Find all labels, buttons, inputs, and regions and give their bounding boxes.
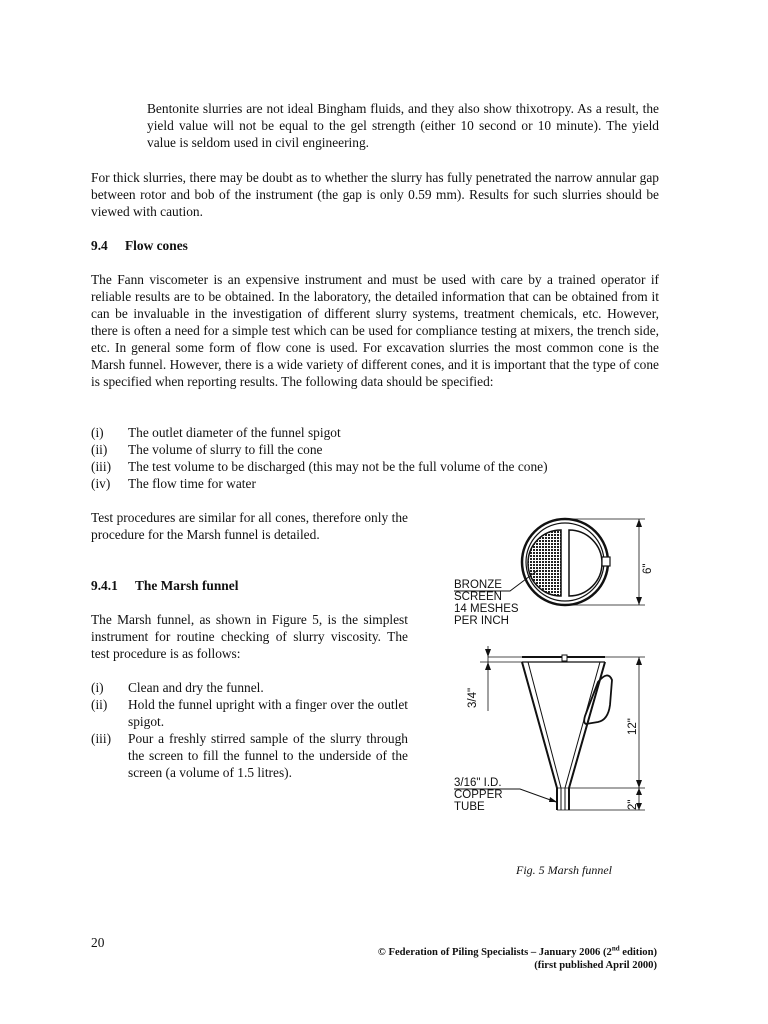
footer-line-1 [378, 946, 657, 959]
page-number: 20 [91, 935, 105, 950]
list-marker: (ii) [91, 697, 108, 712]
list-text: Clean and dry the funnel. [128, 680, 264, 695]
list-text: Hold the funnel upright with a finger over the outlet spigot. [128, 697, 408, 729]
list-marker: (i) [91, 680, 104, 695]
footer-line-2: (first published April 2000) [534, 960, 657, 971]
tube-label-line: COPPER [454, 789, 503, 801]
list-item [91, 696, 408, 730]
specification-list [91, 424, 659, 492]
list-item [91, 458, 659, 475]
list-item [91, 441, 659, 458]
tube-callout [454, 777, 557, 813]
tube-label-line: TUBE [454, 801, 485, 813]
list-item [91, 679, 408, 696]
list-text: The outlet diameter of the funnel spigot [128, 425, 341, 440]
list-item [91, 424, 659, 441]
list-item [91, 475, 659, 492]
list-marker: (iv) [91, 476, 111, 491]
list-text: The flow time for water [128, 476, 256, 491]
section-heading-9-4-1 [91, 577, 238, 594]
section-number: 9.4 [91, 238, 108, 253]
marsh-funnel-figure [440, 510, 670, 830]
figure-caption: Fig. 5 Marsh funnel [516, 863, 612, 877]
test-procedures-paragraph: Test procedures are similar for all cones, therefore only the procedure for the Marsh funnel is detailed. [91, 510, 408, 542]
section-number: 9.4.1 [91, 578, 118, 593]
marsh-funnel-drawing [440, 510, 670, 830]
list-text: Pour a freshly stirred sample of the slurry through the screen to fill the funnel to the underside of the screen (a volume of 1.5 litres). [128, 731, 408, 780]
section-title: The Marsh funnel [135, 578, 239, 593]
section-heading-9-4 [91, 237, 188, 254]
list-text: The test volume to be discharged (this may not be the full volume of the cone) [128, 459, 548, 474]
funnel-top-view [522, 519, 654, 605]
list-item [91, 730, 408, 781]
fann-viscometer-paragraph: The Fann viscometer is an expensive instrument and must be used with care by a trained operator if reliable results are to be obtained. In the laboratory, the detailed information that can be obtained from it can be invaluable in the investigation of different slurry systems, treatment chemicals, etc. However, there is often a need for a simple test which can be used for compliance testing at mixers, the trench side, etc. In general some form of flow cone is used. For excavation slurries the most common cone is the Marsh funnel. However, there is a wide variety of different cones, and it is important that the type of cone is specified when reporting results. The following data should be specified: [91, 272, 659, 389]
procedure-list [91, 679, 408, 781]
dim-screen-label: 3/4" [467, 687, 479, 708]
dim-tube-label: 2" [627, 799, 639, 810]
screen-label-line: BRONZE [454, 579, 502, 591]
tube-label-line: 3/16" I.D. [454, 777, 502, 789]
list-marker: (iii) [91, 459, 112, 474]
thick-slurries-paragraph: For thick slurries, there may be doubt as to whether the slurry has fully penetrated the narrow annular gap between rotor and bob of the instrument (the gap is only 0.59 mm). Results for such slurries should be viewed with caution. [91, 170, 659, 219]
screen-label-line: PER INCH [454, 615, 509, 627]
footer-text: © Federation of Piling Specialists – January 2006 (2 [377, 947, 612, 958]
marsh-funnel-paragraph: The Marsh funnel, as shown in Figure 5, is the simplest instrument for routine checking of slurry viscosity. The test procedure is as follows: [91, 612, 408, 661]
bentonite-paragraph: Bentonite slurries are not ideal Bingham fluids, and they also show thixotropy. As a result, the yield value will not be equal to the gel strength (either 10 second or 10 minute). The yield value is seldom used in civil engineering. [147, 101, 659, 150]
list-marker: (i) [91, 425, 104, 440]
dim-top-label: 6" [642, 563, 654, 574]
screen-label-line: SCREEN [454, 591, 502, 603]
section-title: Flow cones [125, 238, 188, 253]
copyright-footer [378, 946, 657, 972]
list-marker: (iii) [91, 731, 112, 746]
list-text: The volume of slurry to fill the cone [128, 442, 323, 457]
screen-label-line: 14 MESHES [454, 603, 519, 615]
dim-height-label: 12" [627, 718, 639, 735]
list-marker: (ii) [91, 442, 108, 457]
footer-superscript: nd [611, 944, 620, 953]
footer-text: edition) [619, 947, 657, 958]
